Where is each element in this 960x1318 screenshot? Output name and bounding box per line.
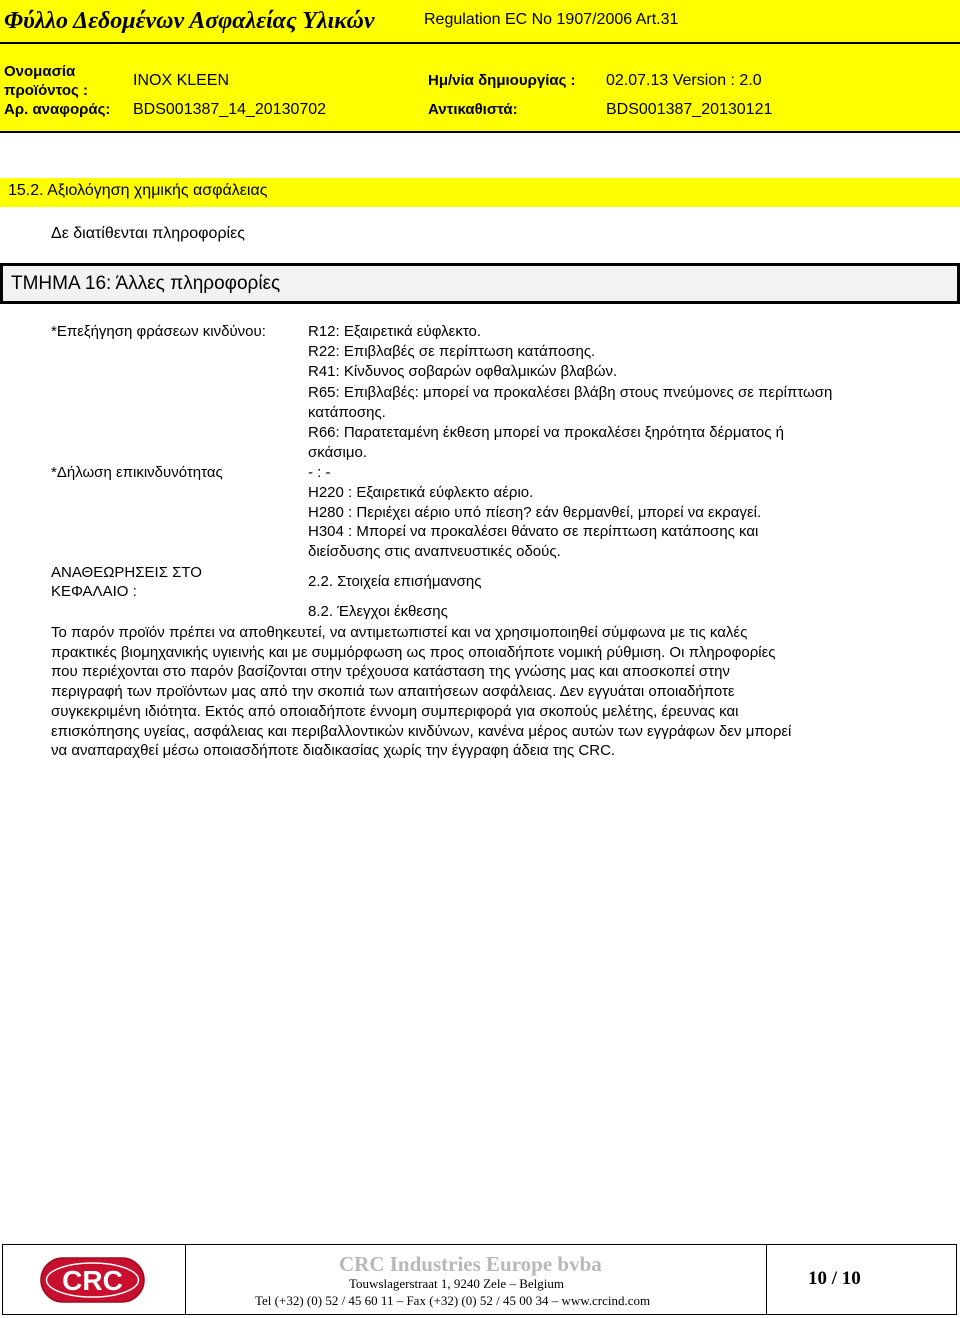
hazard-statement-line: - : - xyxy=(308,464,331,481)
creation-date-label: Ημ/νία δημιουργίας : xyxy=(428,72,576,89)
disclaimer-line: περιγραφή των προϊόντων μας από την σκοπιά των απαιτήσεων ασφάλειας. Δεν εγγυάται οποιαδήποτε xyxy=(51,683,735,701)
risk-phrase-line: σκάσιμο. xyxy=(308,444,367,461)
disclaimer-line: συγκεκριμένη ιδιότητα. Εκτός από οποιαδήποτε έννομη συμπεριφορά για σκοπούς μελέτης, έρευνας και xyxy=(51,702,739,720)
section-16-title: ΤΜΗΜΑ 16: Άλλες πληροφορίες xyxy=(11,273,281,294)
risk-phrase-line: κατάποσης. xyxy=(308,404,386,421)
product-label-line1: Ονομασία xyxy=(4,63,76,80)
hazard-statements-label: *Δήλωση επικινδυνότητας xyxy=(51,464,223,481)
revision-item: 8.2. Έλεγχοι έκθεσης xyxy=(308,603,448,620)
revision-item: 2.2. Στοιχεία επισήμανσης xyxy=(308,573,482,590)
disclaimer-line: Το παρόν προϊόν πρέπει να αποθηκευτεί, να αντιμετωπιστεί και να χρησιμοποιηθεί σύμφωνα με τις καλές xyxy=(51,624,748,641)
document-title: Φύλλο Δεδομένων Ασφαλείας Υλικών xyxy=(4,8,375,34)
page-number: 10 / 10 xyxy=(808,1268,861,1289)
disclaimer-line: να αναπαραχθεί μέσω οποιασδήποτε διαδικασίας χωρίς την έγγραφη άδεια της CRC. xyxy=(51,742,616,760)
risk-phrase-line: R41: Κίνδυνος σοβαρών οφθαλμικών βλαβών. xyxy=(308,363,618,380)
disclaimer-line: επισκόπησης υγείας, ασφάλειας και περιβαλλοντικών κινδύνων, κανένα μέρος αυτών των εγγράφων δεν μπορεί xyxy=(51,722,792,740)
section-15-2-text: Δε διατίθενται πληροφορίες xyxy=(51,225,245,242)
reference-number-label: Αρ. αναφοράς: xyxy=(4,101,111,118)
hazard-statement-line: H280 : Περιέχει αέριο υπό πίεση? εάν θερμανθεί, μπορεί να εκραγεί. xyxy=(308,504,762,521)
disclaimer-line: πρακτικές βιομηχανικής υγιεινής και με συμμόρφωση ως προς οποιαδήποτε νομική ρύθμιση. Οι πληροφορίες xyxy=(51,643,776,661)
risk-phrase-line: R12: Εξαιρετικά εύφλεκτο. xyxy=(308,323,482,340)
risk-phrase-line: R22: Επιβλαβές σε περίπτωση κατάποσης. xyxy=(308,343,596,360)
footer-divider xyxy=(185,1244,186,1315)
disclaimer-line: που περιέχονται στο παρόν βασίζονται στην τρέχουσα κατάσταση της γνώσης μας και αποσκοπεί στην xyxy=(51,663,730,681)
risk-phrase-line: R66: Παρατεταμένη έκθεση μπορεί να προκαλέσει ξηρότητα δέρματος ή xyxy=(308,424,784,441)
header-bottom-divider xyxy=(0,131,960,133)
crc-logo-text: CRC xyxy=(62,1265,123,1296)
company-address: Touwslagerstraat 1, 9240 Zele – Belgium xyxy=(349,1276,564,1291)
reference-number-value: BDS001387_14_20130702 xyxy=(133,101,327,118)
footer-divider xyxy=(766,1244,767,1315)
revisions-label-line1: ΑΝΑΘΕΩΡΗΣΕΙΣ ΣΤΟ xyxy=(51,564,202,581)
disclaimer-paragraph xyxy=(51,623,911,761)
hazard-statement-line: H304 : Μπορεί να προκαλέσει θάνατο σε περίπτωση κατάποσης και xyxy=(308,523,759,540)
risk-phrase-line: R65: Επιβλαβές: μπορεί να προκαλέσει βλάβη στους πνεύμονες σε περίπτωση xyxy=(308,384,833,401)
creation-date-value: 02.07.13 Version : 2.0 xyxy=(606,72,762,89)
crc-logo xyxy=(40,1257,145,1303)
hazard-statement-line: H220 : Εξαιρετικά εύφλεκτο αέριο. xyxy=(308,484,534,501)
hazard-statement-line: διείσδυσης στις αναπνευστικές οδούς. xyxy=(308,543,561,560)
company-contact: Tel (+32) (0) 52 / 45 60 11 – Fax (+32) (0) 52 / 45 00 34 – www.crcind.com xyxy=(255,1293,651,1308)
section-15-2-title: 15.2. Αξιολόγηση χημικής ασφάλειας xyxy=(8,182,268,199)
product-label-line2: προϊόντος : xyxy=(4,82,89,99)
replaces-label: Αντικαθιστά: xyxy=(428,101,518,118)
risk-phrases-label: *Επεξήγηση φράσεων κινδύνου: xyxy=(51,323,266,340)
company-name: CRC Industries Europe bvba xyxy=(339,1252,602,1276)
revisions-label-line2: ΚΕΦΑΛΑΙΟ : xyxy=(51,583,137,600)
header-divider xyxy=(0,42,960,44)
regulation-reference: Regulation EC No 1907/2006 Art.31 xyxy=(424,11,679,28)
product-name: INOX KLEEN xyxy=(133,72,230,89)
replaces-value: BDS001387_20130121 xyxy=(606,101,773,118)
